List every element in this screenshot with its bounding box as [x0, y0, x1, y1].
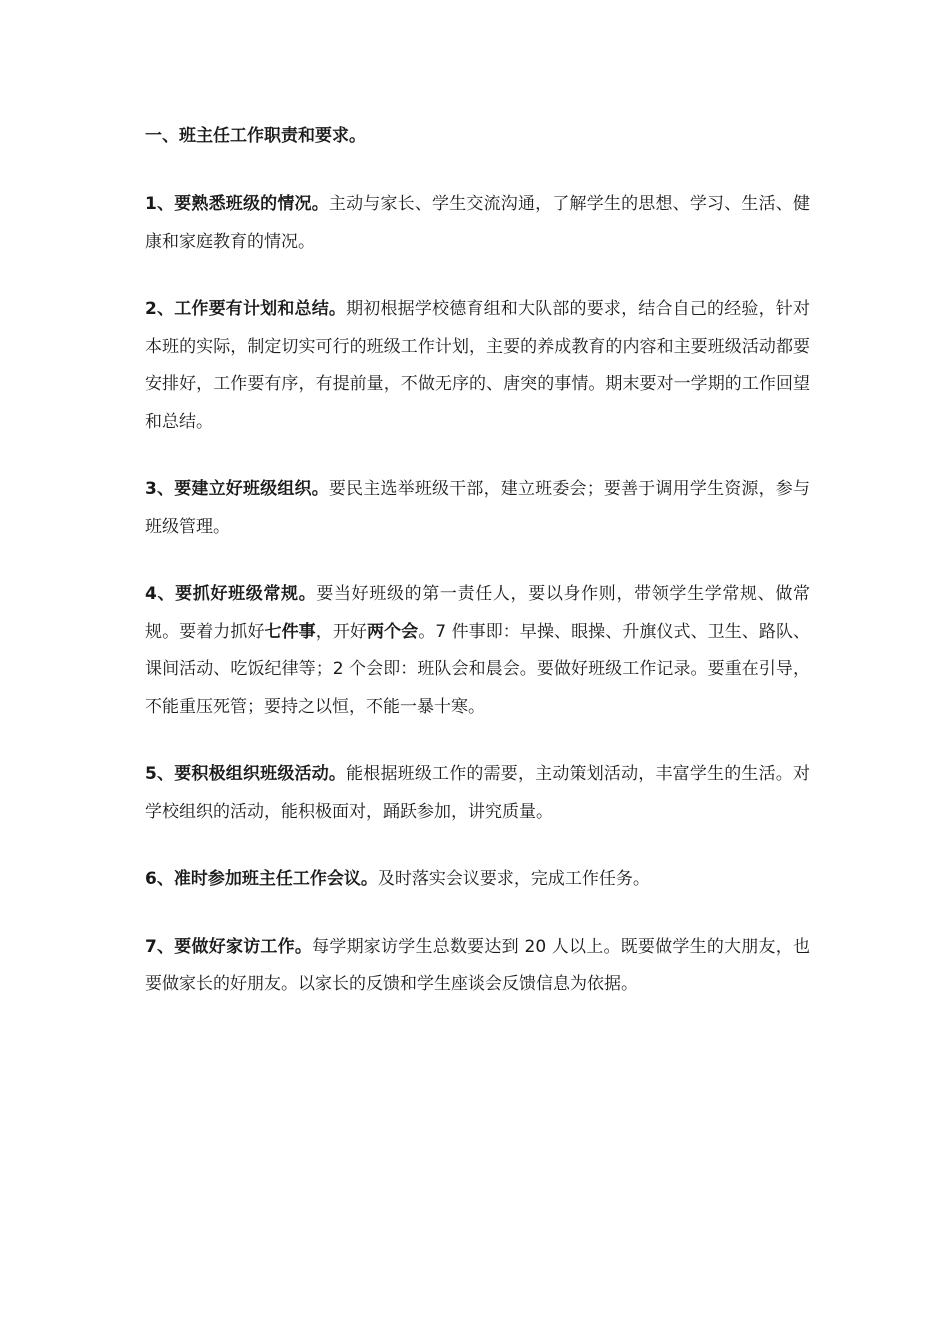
paragraph-text: 及时落实会议要求，完成工作任务。: [377, 869, 650, 889]
paragraph-text: ，开好: [315, 621, 367, 642]
paragraph-lead: 6、准时参加班主任工作会议。: [145, 869, 378, 889]
paragraph-text: 能根据班级工作的需要，主动策划活动，丰富学生的生活。对学校组织的活动，能积极面对，踊跃参加，讲究质量。: [145, 764, 810, 822]
paragraph-text: 期初根据学校德育组和大队部的要求，结合自己的经验，针对本班的实际，制定切实可行的班级工作计划，主要的养成教育的内容和主要班级活动都要安排好，工作要有序，有提前量，不做无序的、唐突的事情。期末要对一学期的工作回望和总结。: [145, 299, 810, 432]
paragraph-3: [145, 471, 810, 546]
paragraph-text: 要民主选举班级干部，建立班委会；要善于调用学生资源，参与班级管理。: [145, 479, 810, 537]
document-body: [145, 118, 810, 1034]
section-heading: 一、班主任工作职责和要求。: [145, 126, 366, 146]
paragraph-7: [145, 929, 810, 1004]
paragraph-lead: 5、要积极组织班级活动。: [145, 764, 347, 784]
paragraph-4: [145, 576, 810, 726]
paragraph-lead: 1、要熟悉班级的情况。: [145, 194, 329, 214]
paragraph-text: 主动与家长、学生交流沟通，了解学生的思想、学习、生活、健康和家庭教育的情况。: [145, 194, 810, 252]
paragraph-text: 。7 件事即：早操、眼操、升旗仪式、卫生、路队、课间活动、吃饭纪律等；2 个会即：班队会和晨会。要做好班级工作记录。要重在引导，不能重压死管；要持之以恒，不能一暴十寒。: [145, 621, 811, 717]
paragraph-text: 每学期家访学生总数要达到 20 人以上。既要做学生的大朋友，也要做家长的好朋友。以家长的反馈和学生座谈会反馈信息为依据。: [145, 936, 810, 994]
paragraph-lead: 3、要建立好班级组织。: [145, 479, 329, 499]
paragraph-1: [145, 186, 810, 261]
paragraph-2: [145, 291, 810, 441]
paragraph-text: 要当好班级的第一责任人，要以身作则，带领学生学常规、做常规。要着力抓好: [145, 584, 810, 642]
paragraph-5: [145, 756, 810, 831]
paragraph-lead: 2、工作要有计划和总结。: [145, 299, 347, 319]
paragraph-lead: 7、要做好家访工作。: [145, 936, 313, 957]
emphasis-two-meetings: 两个会: [366, 621, 419, 642]
paragraph-6: [145, 861, 810, 899]
emphasis-seven-things: 七件事: [264, 621, 316, 642]
paragraph-lead: 4、要抓好班级常规。: [145, 584, 317, 604]
